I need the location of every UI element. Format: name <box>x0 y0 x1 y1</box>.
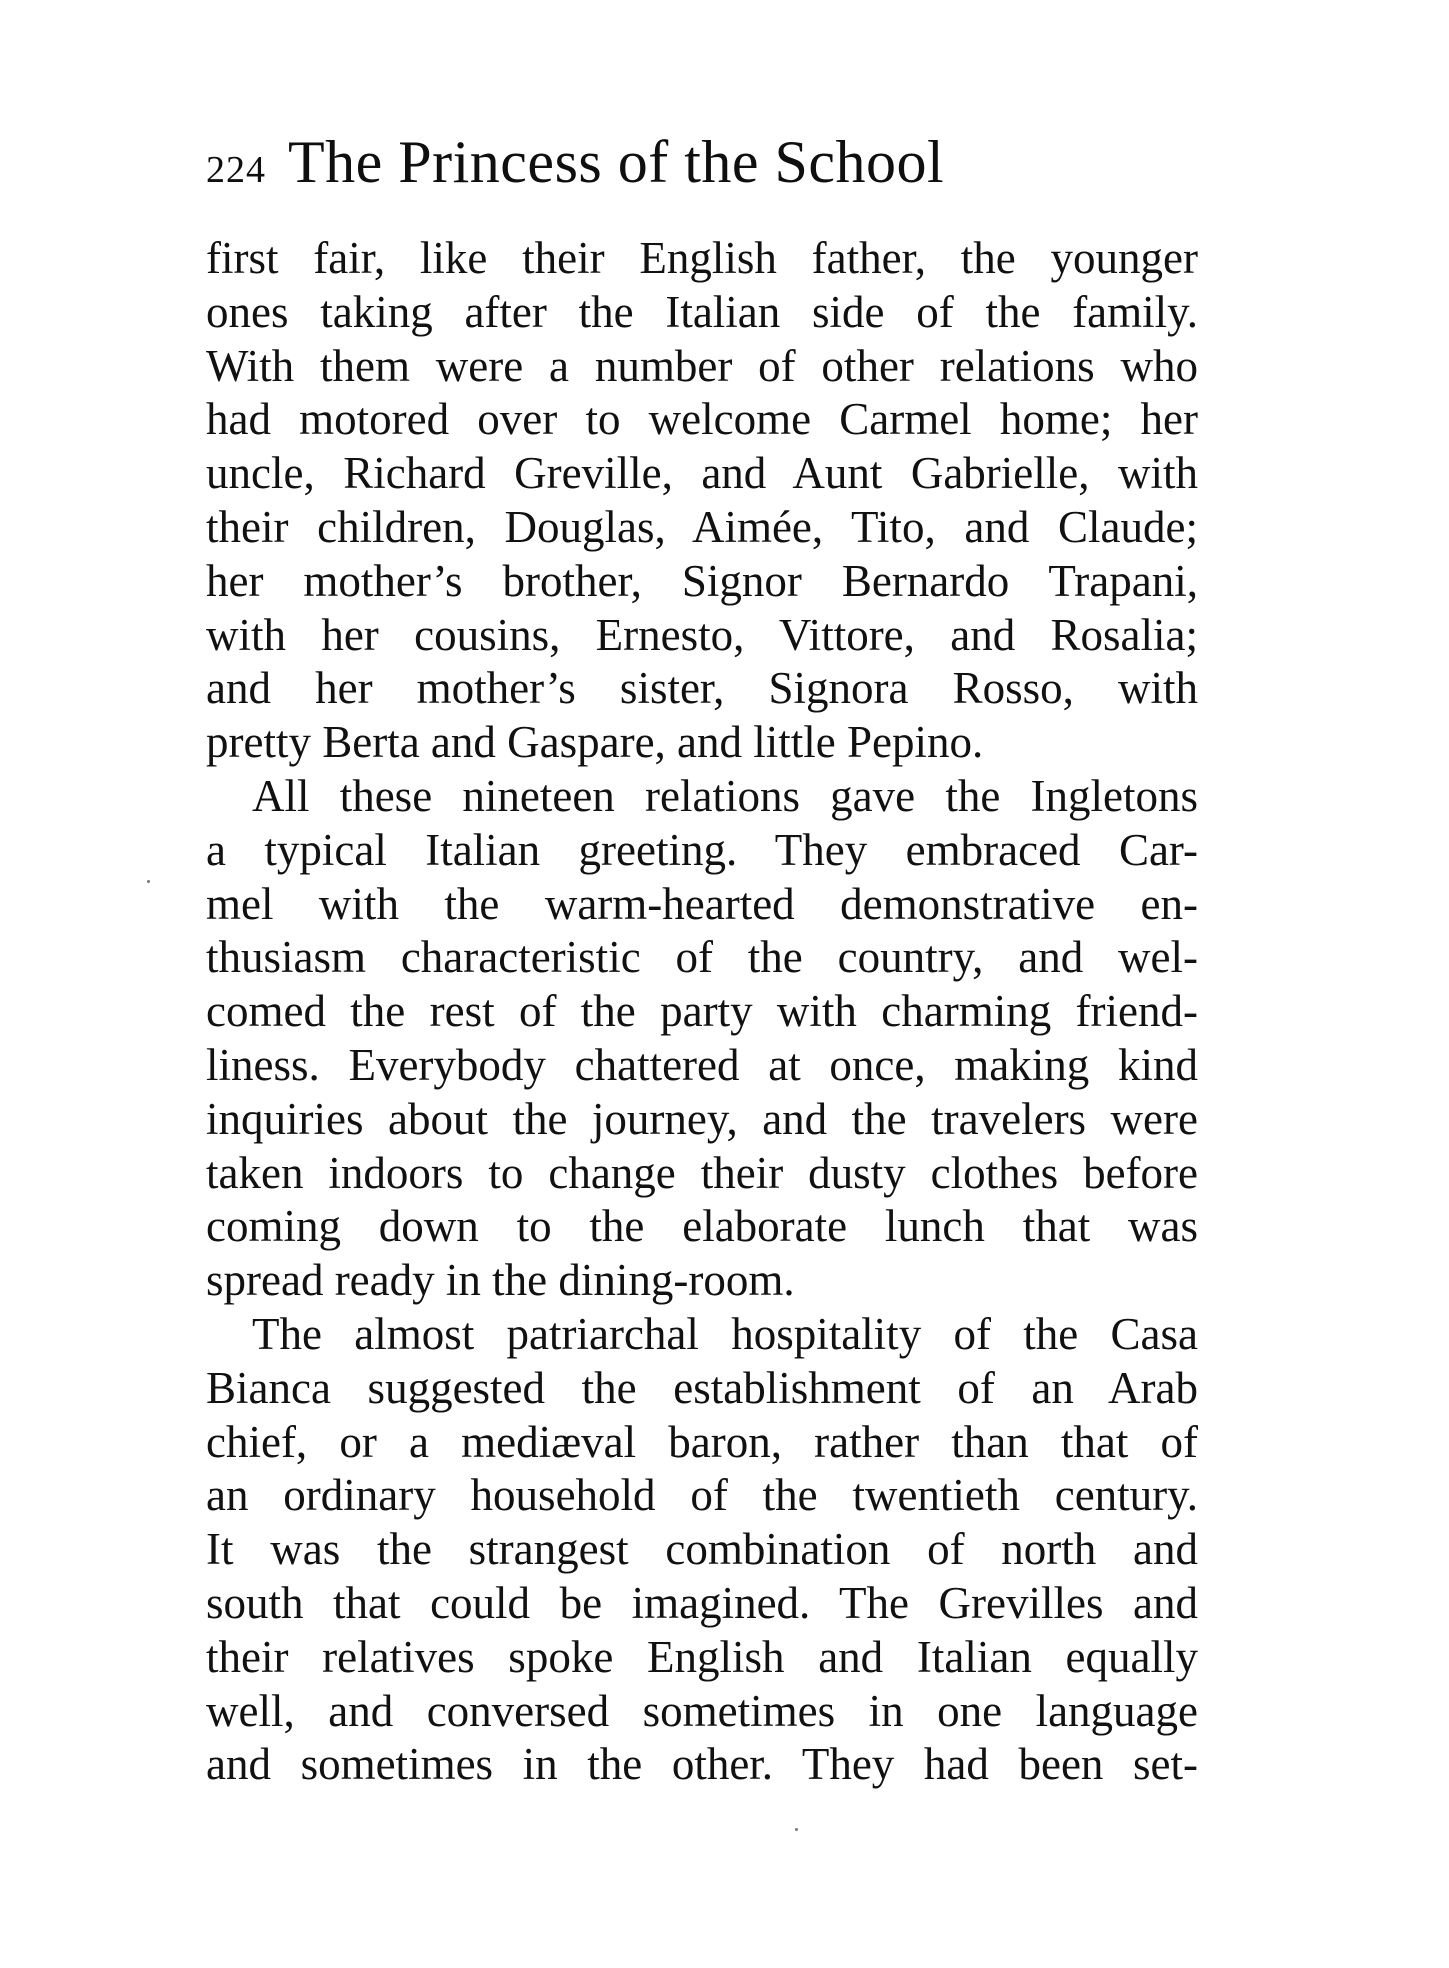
text-line: uncle, Richard Greville, and Aunt Gabrielle, with <box>206 448 1198 499</box>
paragraph-3 <box>206 1308 1198 1792</box>
text-line: chief, or a mediæval baron, rather than that of <box>206 1416 1198 1467</box>
text-line: had motored over to welcome Carmel home; her <box>206 394 1198 445</box>
text-line: comed the rest of the party with charming friend- <box>206 986 1198 1037</box>
text-line: well, and conversed sometimes in one language <box>206 1685 1198 1736</box>
text-line: thusiasm characteristic of the country, and wel- <box>206 932 1198 983</box>
text-line: and her mother’s sister, Signora Rosso, with <box>206 663 1198 714</box>
text-line: spread ready in the dining-room. <box>206 1255 795 1306</box>
text-line: an ordinary household of the twentieth century. <box>206 1470 1198 1521</box>
text-line: their relatives spoke English and Italian equally <box>206 1631 1198 1682</box>
text-line: inquiries about the journey, and the travelers were <box>206 1093 1198 1144</box>
paragraph-2 <box>206 770 1198 1308</box>
text-line: first fair, like their English father, the younger <box>206 233 1198 283</box>
running-head <box>206 128 1206 208</box>
paragraph-1 <box>206 232 1198 770</box>
text-line: mel with the warm-hearted demonstrative en- <box>206 878 1198 929</box>
body-text <box>206 232 1198 1792</box>
text-line: pretty Berta and Gaspare, and little Pepino. <box>206 717 984 768</box>
text-line: It was the strangest combination of north and <box>206 1524 1198 1575</box>
text-line: liness. Everybody chattered at once, making kind <box>206 1039 1198 1090</box>
text-line: and sometimes in the other. They had been set- <box>206 1739 1198 1790</box>
text-line: south that could be imagined. The Grevilles and <box>206 1577 1198 1628</box>
text-line: coming down to the elaborate lunch that was <box>206 1201 1198 1252</box>
text-line: With them were a number of other relations who <box>206 340 1198 391</box>
page-number: 224 <box>206 149 266 191</box>
text-line: a typical Italian greeting. They embraced Car- <box>206 824 1198 875</box>
text-line: All these nineteen relations gave the Ingletons <box>252 770 1198 821</box>
text-line: their children, Douglas, Aimée, Tito, and Claude; <box>206 501 1198 552</box>
text-line: her mother’s brother, Signor Bernardo Trapani, <box>206 555 1198 606</box>
text-line: Bianca suggested the establishment of an Arab <box>206 1362 1198 1413</box>
text-line: ones taking after the Italian side of the family. <box>206 286 1198 337</box>
book-title: The Princess of the School <box>288 129 945 195</box>
text-line: taken indoors to change their dusty clothes before <box>206 1147 1198 1198</box>
text-line: with her cousins, Ernesto, Vittore, and Rosalia; <box>206 609 1198 660</box>
print-speck <box>147 880 150 883</box>
print-speck <box>795 1828 798 1831</box>
text-line: The almost patriarchal hospitality of the Casa <box>252 1308 1198 1359</box>
